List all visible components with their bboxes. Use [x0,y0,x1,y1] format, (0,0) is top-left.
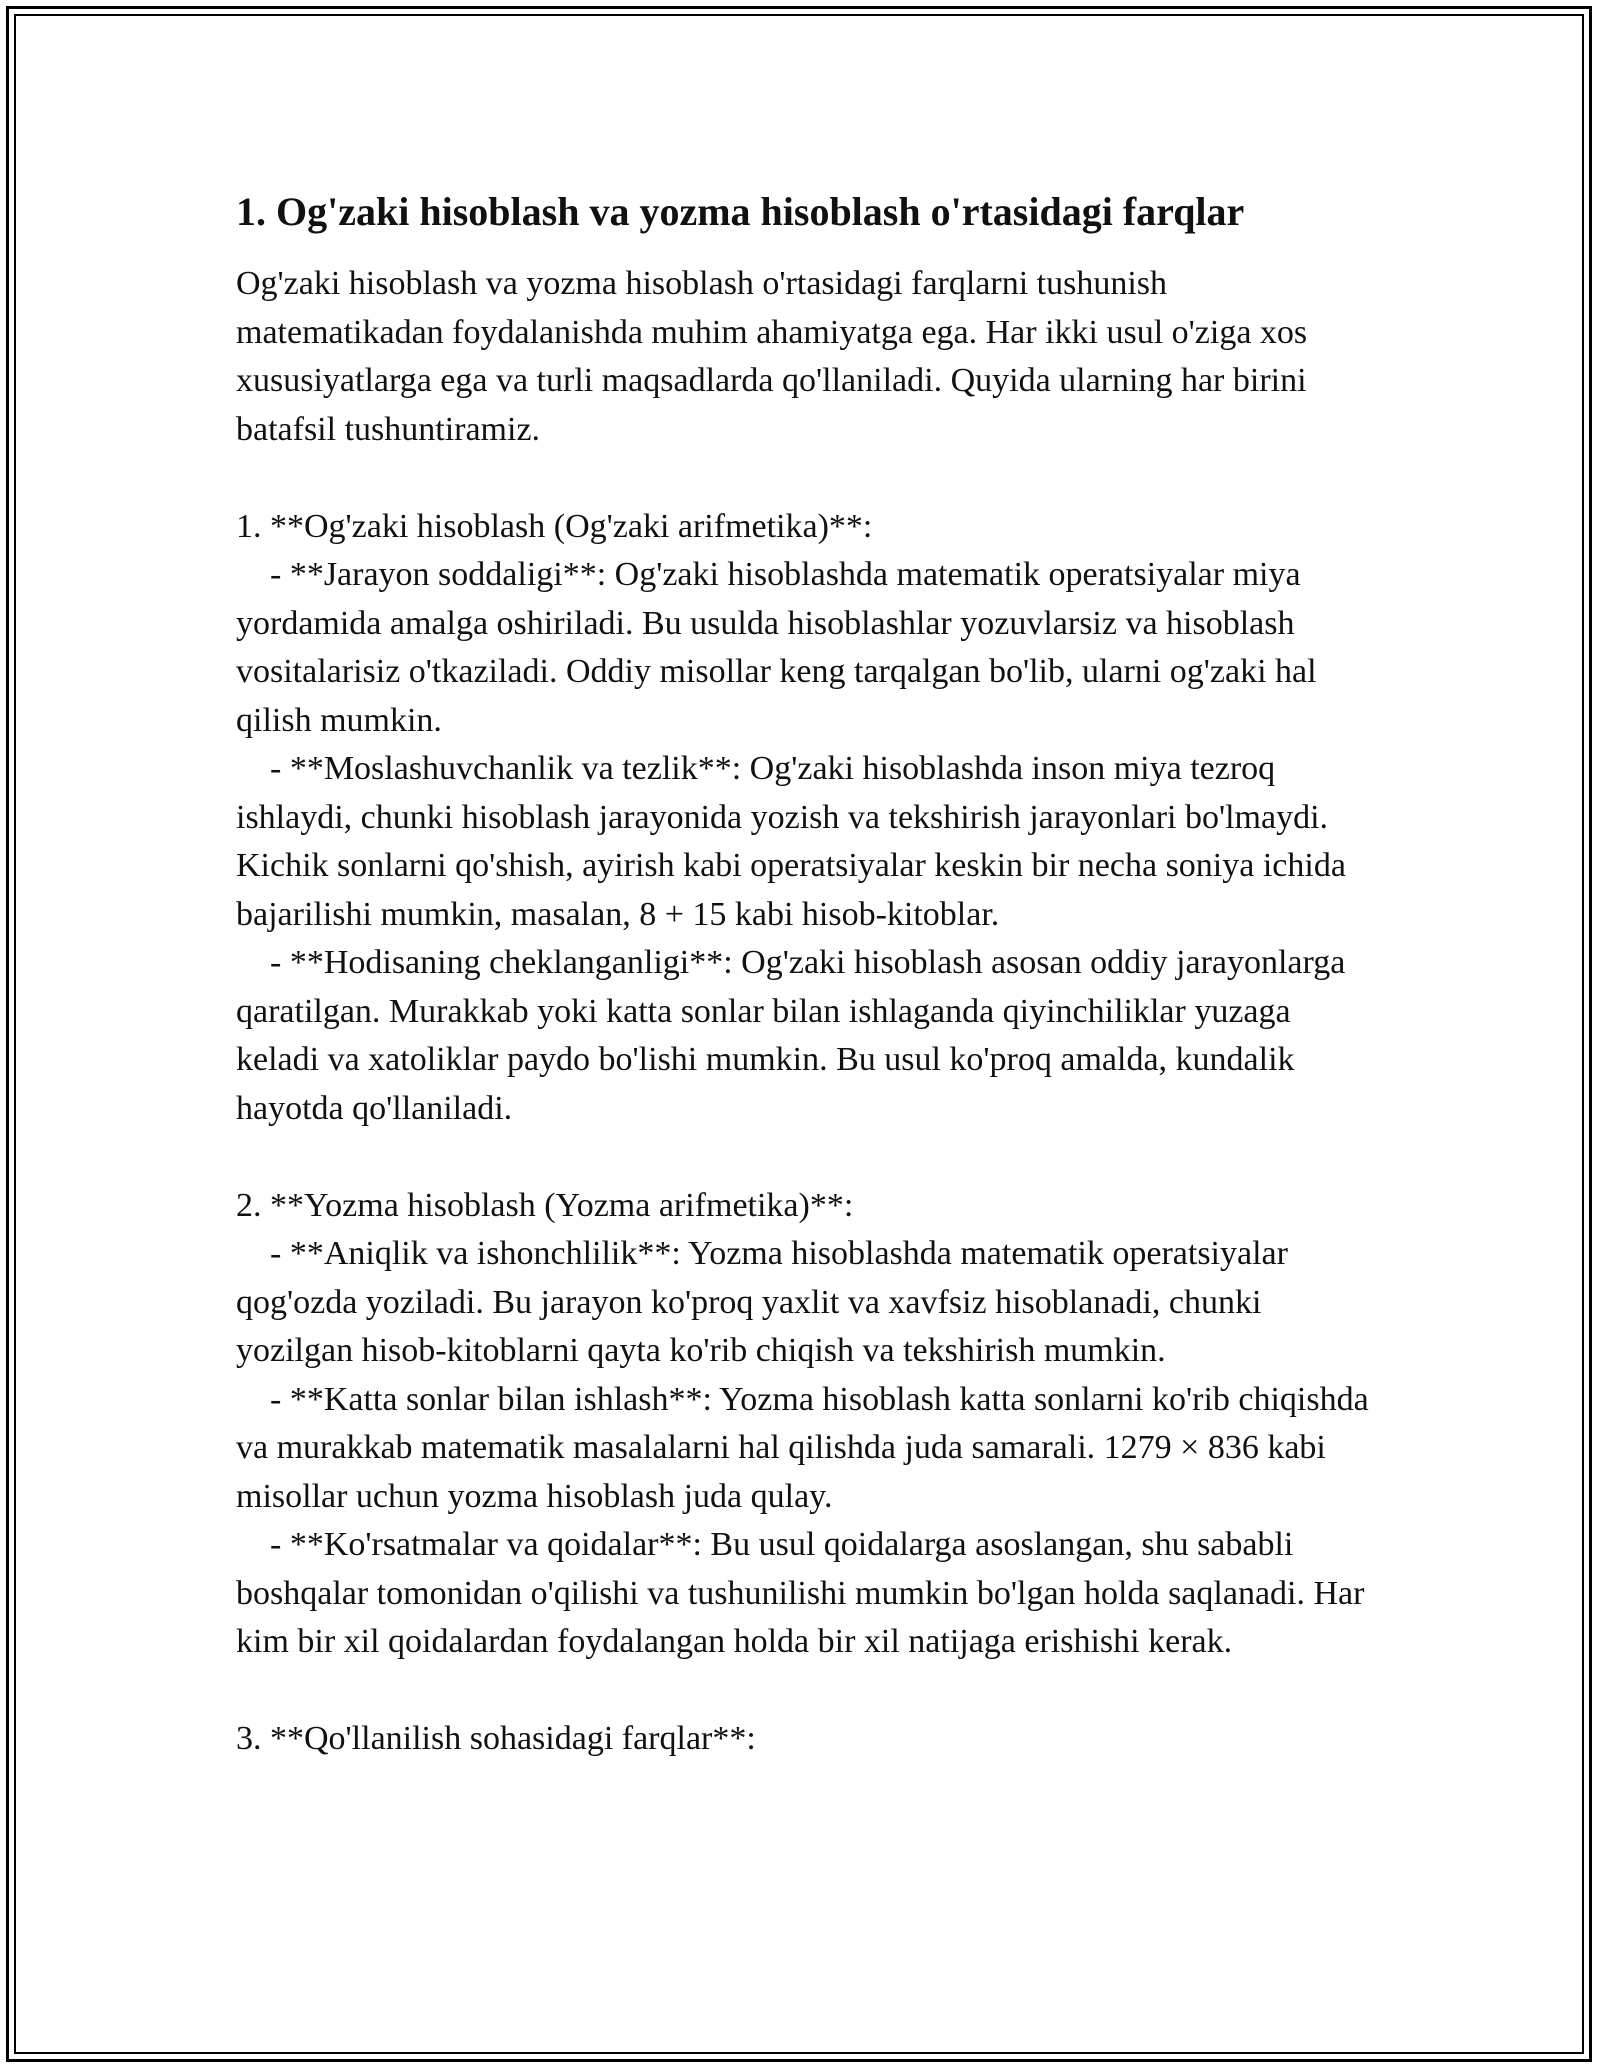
list-item: - **Hodisaning cheklanganligi**: Og'zaki hisoblash asosan oddiy jarayonlarga qaratilgan. Murakkab yoki katta sonlar bilan ishlaganda qiyinchiliklar yuzaga keladi va xatoliklar paydo bo'lishi mumkin. Bu usul ko'proq amalda, kundalik hayotda qo'llaniladi. [236,944,1354,1127]
list-item: - **Aniqlik va ishonchlilik**: Yozma hisoblashda matematik operatsiyalar qog'ozda yoziladi. Bu jarayon ko'proq yaxlit va xavfsiz hisoblanadi, chunki yozilgan hisob-kitoblarni qayta ko'rib chiqish va tekshirish mumkin. [236,1235,1297,1369]
list-item: - **Ko'rsatmalar va qoidalar**: Bu usul qoidalarga asoslangan, shu sababli boshqalar tomonidan o'qilishi va tushunilishi mumkin bo'lgan holda saqlanadi. Har kim bir xil qoidalardan foydalangan holda bir xil natijaga erishishi kerak. [236,1526,1373,1660]
document-title: 1. Og'zaki hisoblash va yozma hisoblash o'rtasidagi farqlar [236,189,1245,234]
paragraph-gap [236,1667,1376,1716]
paragraph-gap [236,454,1376,503]
section-heading-application: 3. **Qo'llanilish sohasidagi farqlar**: [236,1720,756,1757]
document-body [236,186,1376,1764]
section-heading-written: 2. **Yozma hisoblash (Yozma arifmetika)**: [236,1186,854,1224]
paragraph-gap [236,1133,1376,1182]
list-item: - **Katta sonlar bilan ishlash**: Yozma hisoblash katta sonlarni ko'rib chiqishda va murakkab matematik masalalarni hal qilishda juda samarali. 1279 × 836 kabi misollar uchun yozma hisoblash juda qulay. [236,1380,1378,1515]
list-item: - **Moslashuvchanlik va tezlik**: Og'zaki hisoblashda inson miya tezroq ishlaydi, chunki hisoblash jarayonida yozish va tekshirish jarayonlari bo'lmaydi. Kichik sonlarni qo'shish, ayirish kabi operatsiyalar keskin bir necha soniya ichida bajarilishi mumkin, masalan, 8 + 15 kabi hisob-kitoblar. [236,750,1355,933]
section-heading-oral: 1. **Og'zaki hisoblash (Og'zaki arifmetika)**: [236,507,873,545]
list-item: - **Jarayon soddaligi**: Og'zaki hisoblashda matematik operatsiyalar miya yordamida amalga oshiriladi. Bu usulda hisoblashlar yozuvlarsiz va hisoblash vositalarisiz o'tkaziladi. Oddiy misollar keng tarqalgan bo'lib, ularni og'zaki hal qilish mumkin. [236,556,1326,739]
intro-paragraph: Og'zaki hisoblash va yozma hisoblash o'rtasidagi farqlarni tushunish matematikadan foydalanishda muhim ahamiyatga ega. Har ikki usul o'ziga xos xususiyatlarga ega va turli maqsadlarda qo'llaniladi. Quyida ularning har birini batafsil tushuntiramiz. [236,265,1316,448]
